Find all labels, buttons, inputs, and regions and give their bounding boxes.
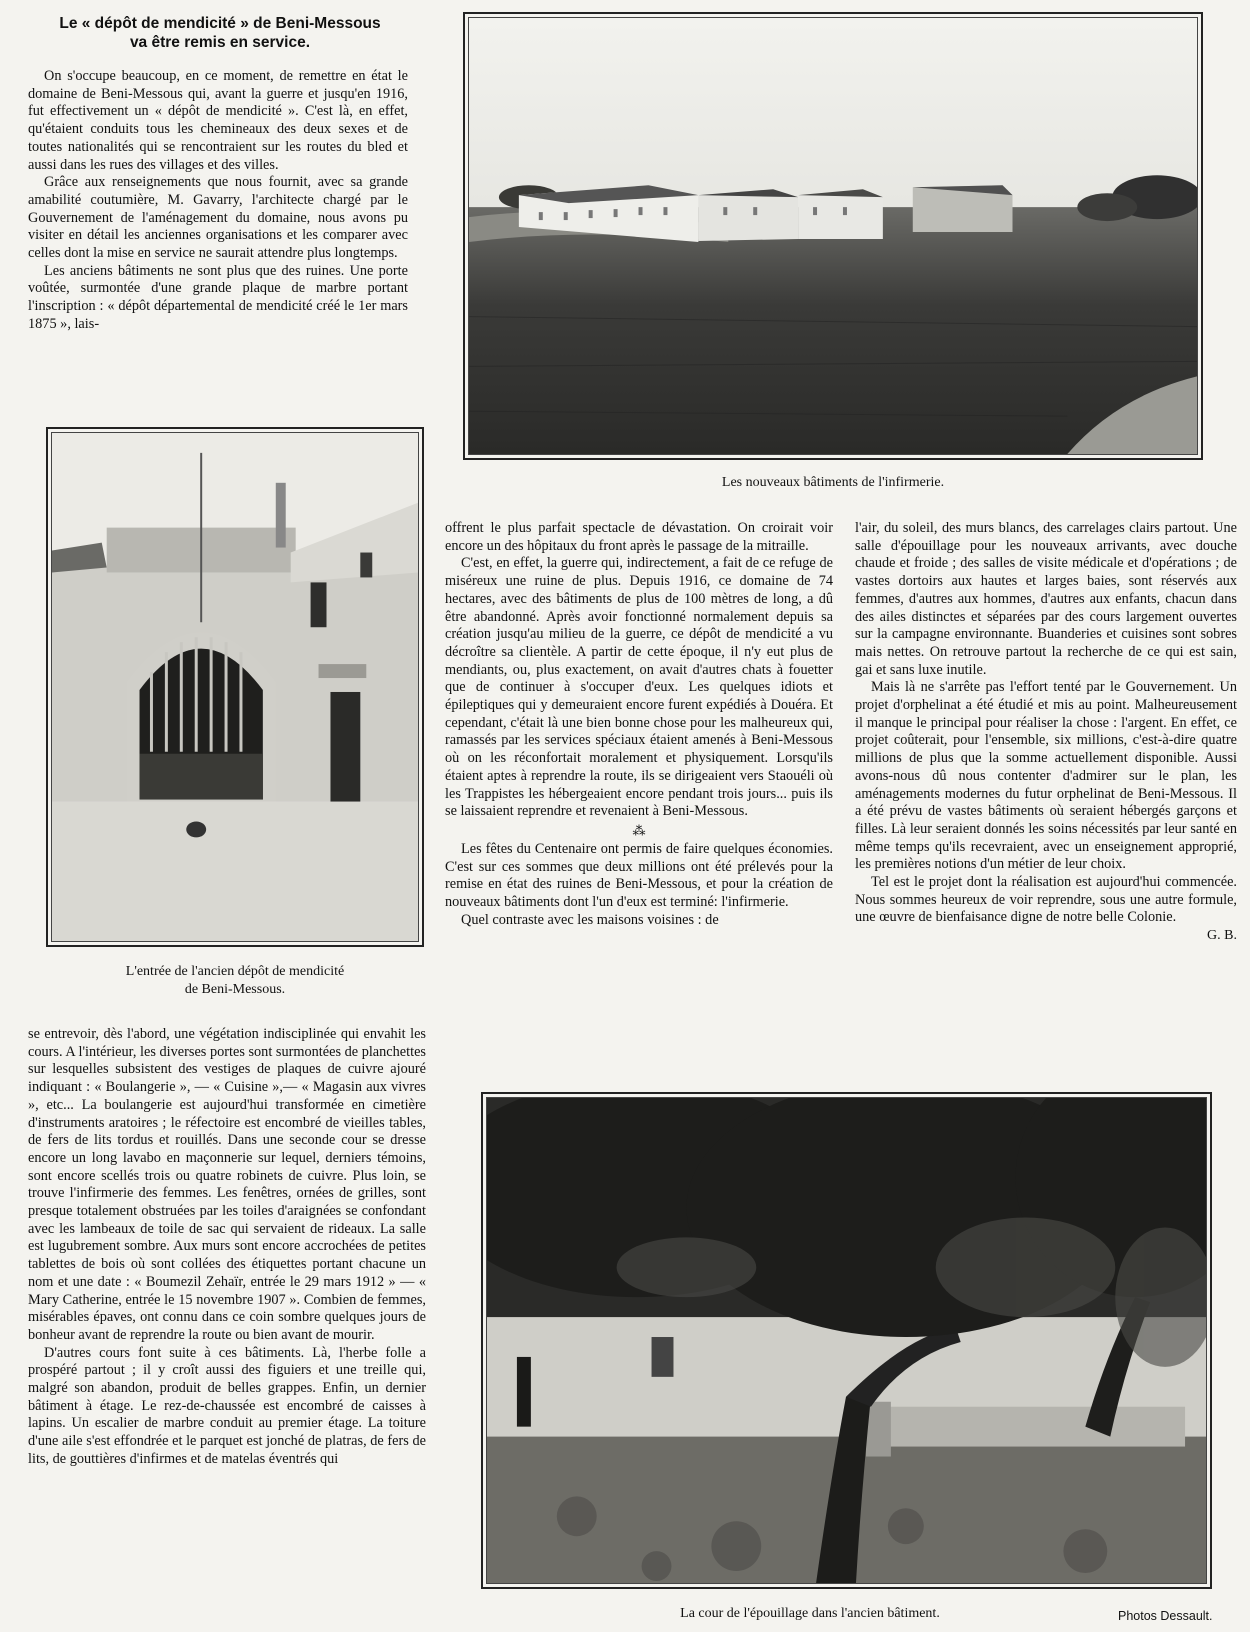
paragraph: l'air, du soleil, des murs blancs, des carrelages clairs partout. Une salle d'épouillage pour les nouveaux arrivants, avec douche chaude et froide ; des salles de visite médicale et d'opérations ; de vastes dortoirs aux hautes et larges baies, sont réservés aux femmes, d'autres aux hommes, d'autres aux enfants, chacun dans des ailes distinctes et séparées par des cours largement ouvertes sur la campagne environnante. Buanderies et cuisines sont sobres mais nettes. On retrouve partout la recherche de ce qui est sain, gai et sans luxe inutile.	[855, 520, 1237, 678]
paragraph: D'autres cours font suite à ces bâtiments. Là, l'herbe folle a prospéré partout ; il y croît aussi des figuiers et une treille qui, malgré son abandon, produit de belles grappes. Enfin, un dernier bâtiment à étage. Le rez-de-chaussée est encombré de caisses à lapins. Un escalier de marbre conduit au premier étage. La toiture d'une aile s'est effondrée et le parquet est jonché de platras, de fers de lits, de gouttières d'infirmes et de matelas éventrés qui	[28, 1344, 426, 1467]
paragraph: C'est, en effet, la guerre qui, indirectement, a fait de ce refuge de miséreux une ruine de plus. Depuis 1916, ce domaine de 74 hectares, avec des bâtiments de plus de 100 mètres de long, a dû être abandonné. Après avoir fonctionné normalement depuis sa création jusqu'au milieu de la guerre, ce dépôt de mendicité a vu décroître sa clientèle. A partir de cette époque, il n'y eut plus de mendiants, ou, plus exactement, on avait d'autres chats à fouetter que de continuer à s'occuper d'eux. Les quelques idiots et épileptiques qui y demeuraient encore furent expédiés à Douéra. Et cependant, c'était là une bien bonne chose pour les malheureux qui, ramassés par les services spéciaux étaient amenés à Beni-Messous où on les réconfortait moralement et physiquement. Lorsqu'ils étaient aptes à reprendre la route, ils se dirigeaient vers Staouéli où les Trappistes les hébergeaient encore pendant trois jours... puis ils se laissaient reprendre et revenaient à Beni-Messous.	[445, 555, 833, 820]
photo-credit: Photos Dessault.	[1118, 1609, 1213, 1623]
paragraph: se entrevoir, dès l'abord, une végétation indisciplinée qui envahit les cours. A l'intérieur, les diverses portes sont surmontées de planchettes sur lesquelles subsistent des vestiges de plaques de cuivre ajouré indiquant : « Boulangerie », — « Cuisine »,— « Magasin aux vivres », etc... La boulangerie est aujourd'hui transformée en cimetière d'instruments aratoires ; le réfectoire est encombré de vieilles tables, de fers de lits tordus et rouillés. Dans une seconde cour se dresse encore un long lavabo en maçonnerie sur lequel, derniers témoins, sont encore scellés trois ou quatre robinets de cuivre. Plus loin, se trouve l'infirmerie des femmes. Les fenêtres, ornées de grilles, sont presque totalement obstruées par les toiles d'araignées se confondant avec les lambeaux de toile de sac qui servaient de rideaux. La salle est lugubrement sombre. Aux murs sont encore accrochées de petites tablettes de bois où sont collées des étiquettes portant chacune un nom et une date : « Boumezil Zehaïr, entrée le 29 mars 1912 » — « Mary Catherine, entrée le 15 novembre 1907 ». Combien de femmes, misérables épaves, ont connu dans ce coin sombre quelques jours de bonheur avant de reprendre la route ou bien avant de mourir.	[28, 1026, 426, 1343]
paragraph: Grâce aux renseignements que nous fournit, avec sa grande amabilité coutumière, M. Gavarry, l'architecte chargé par le Gouvernement de l'aménagement du domaine, nous avons pu visiter en détail les anciennes organisations et les comparer avec celles dont la mise en service ne saurait attendre plus longtemps.	[28, 174, 408, 262]
paragraph: Les fêtes du Centenaire ont permis de faire quelques économies. C'est sur ces sommes que deux millions ont été prélevés pour la remise en état des ruines de Beni-Messous, et pour la création de nouveaux bâtiments dont l'un d'eux est terminé: l'infirmerie.	[445, 840, 833, 911]
photo-old-entrance	[46, 427, 424, 947]
title-line-2: va être remis en service.	[129, 34, 311, 51]
caption-old-entrance	[46, 963, 424, 999]
paragraph: On s'occupe beaucoup, en ce moment, de remettre en état le domaine de Beni-Messous qui, avant la guerre et jusqu'en 1916, fut effectivement un « dépôt de mendicité ». C'est là, en effet, qu'étaient conduits tous les chemineaux des deux sexes et de toutes nationalités qui se rencontraient sur les routes du bled et aussi dans les rues des villages et des villes.	[28, 68, 408, 173]
column-2	[445, 520, 833, 929]
column-1-top	[28, 68, 408, 334]
paragraph: Tel est le projet dont la réalisation est aujourd'hui commencée. Nous sommes heureux de voir reprendre, sous une autre formule, une œuvre de bienfaisance digne de notre belle Colonie.	[855, 874, 1237, 926]
photo-courtyard	[481, 1092, 1212, 1589]
photo-new-infirmary-image	[469, 18, 1197, 454]
paragraph: Mais là ne s'arrête pas l'effort tenté par le Gouvernement. Un projet d'orphelinat a été étudié et mis au point. Malheureusement il manque le principal pour réaliser la chose : l'argent. En effet, ce projet coûterait, pour l'ensemble, six millions, c'est-à-dire quatre millions de plus que la somme actuellement disponible. Aussi avons-nous dû nous contenter d'admirer sur le plan, les aménagements modernes du futur orphelinat de Beni-Messous. Il a été prévu de vastes bâtiments où seraient hébergés garçons et filles. Là leur seraient donnés les soins nécessités par leur santé en même temps qu'ils recevraient, avec un enseignement approprié, les premières notions d'un métier de leur choix.	[855, 679, 1237, 873]
paragraph: Les anciens bâtiments ne sont plus que des ruines. Une porte voûtée, surmontée d'une grande plaque de marbre portant l'inscription : « dépôt départemental de mendicité créé le 1er mars 1875 », lais-	[28, 262, 408, 332]
paragraph: Quel contraste avec les maisons voisines : de	[461, 911, 719, 928]
column-3	[855, 520, 1237, 945]
caption-courtyard: La cour de l'épouillage dans l'ancien bâtiment.	[680, 1606, 940, 1621]
photo-new-infirmary	[463, 12, 1203, 460]
caption-line-1: L'entrée de l'ancien dépôt de mendicité	[125, 964, 345, 979]
title-line-1: Le « dépôt de mendicité » de Beni-Messous	[59, 15, 381, 32]
section-separator: ⁂	[632, 822, 646, 838]
photo-old-entrance-image	[52, 433, 418, 941]
article-title	[20, 14, 420, 52]
caption-line-2: de Beni-Messous.	[184, 982, 286, 997]
caption-new-infirmary: Les nouveaux bâtiments de l'infirmerie.	[721, 475, 945, 490]
signature: G. B.	[1207, 928, 1237, 944]
paragraph: offrent le plus parfait spectacle de dévastation. On croirait voir encore un des hôpitaux du front après le passage de la mitraille.	[445, 520, 833, 554]
column-1-bottom	[28, 1026, 426, 1469]
photo-courtyard-image	[487, 1098, 1206, 1583]
